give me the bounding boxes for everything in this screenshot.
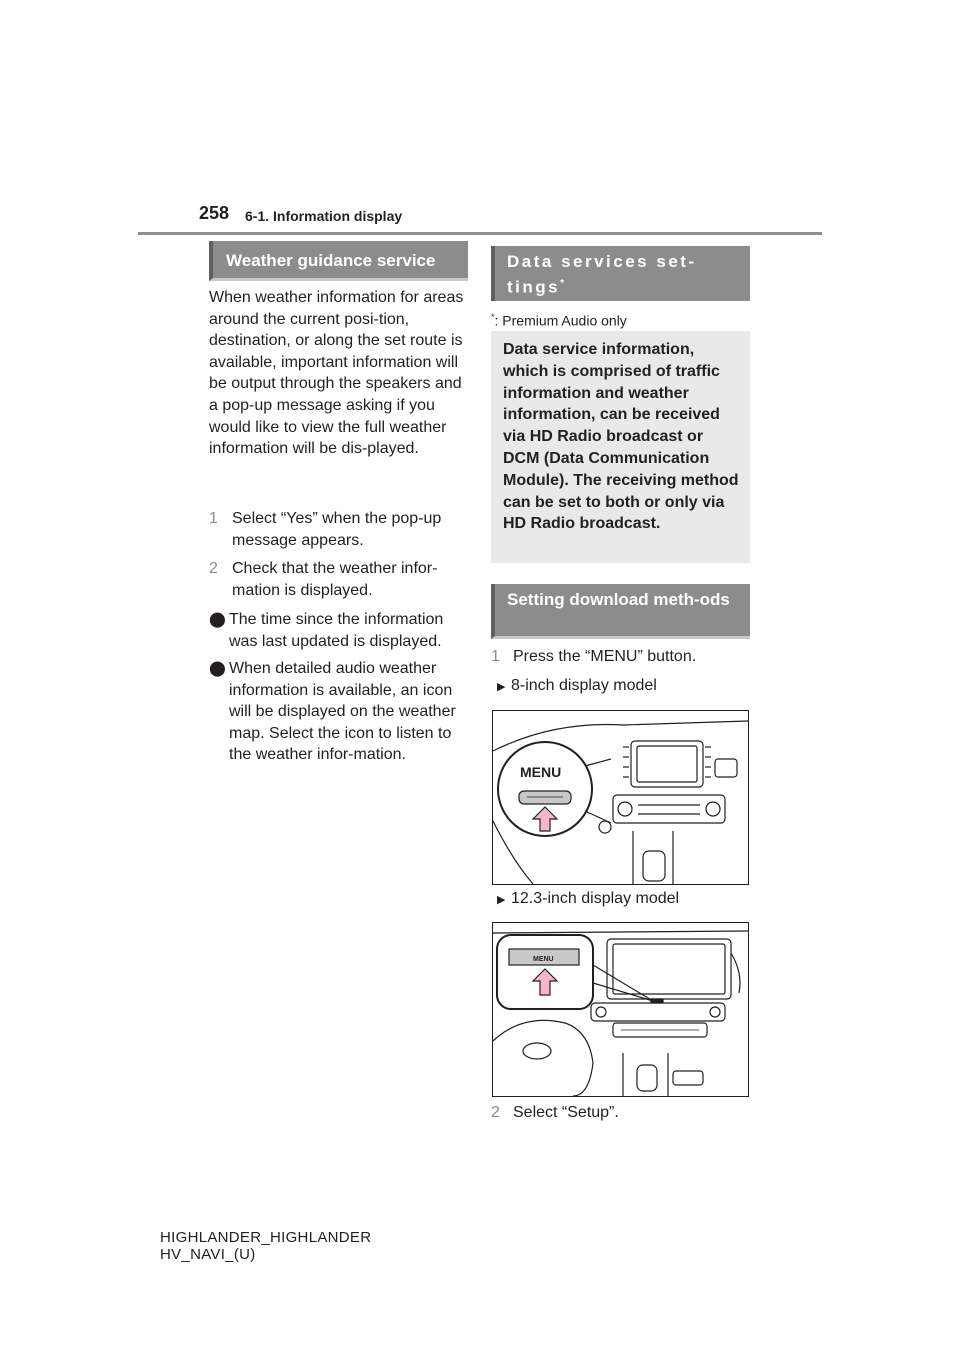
premium-audio-footnote [491,312,627,329]
footer-model-code: HIGHLANDER_HIGHLANDER [160,1229,372,1246]
callout-line [593,965,653,1001]
model-12-inch [497,890,679,908]
triangle-bullet-icon: ▶ [497,894,506,906]
callout-line [593,983,653,1001]
weather-step-2 [209,558,471,601]
control-strip [591,1003,725,1021]
triangle-bullet-icon: ▶ [497,681,506,693]
step-text: Check that the weather infor-mation is displayed. [232,560,438,599]
data-services-heading [491,246,750,301]
bullet-text: When detailed audio weather information is available, an icon will be displayed on the weather map. Select the icon to listen to the weather infor-mation. [229,660,456,764]
weather-bullet-2 [209,658,471,766]
air-vent-right [715,759,737,777]
callout-line [585,811,611,823]
center-display [631,741,703,787]
model-label: 12.3-inch display model [511,890,680,907]
step-text: Press the “MENU” button. [513,648,697,665]
weather-guidance-heading: Weather guidance service [209,241,468,281]
right-knob [706,802,720,816]
climate-panel [613,795,725,823]
step-number: 2 [491,1104,500,1121]
center-display [607,939,731,999]
menu-button-icon [519,791,571,804]
bullet-text: The time since the information was last updated is displayed. [229,611,444,650]
heading-asterisk: * [560,278,565,289]
header-rule [138,232,822,235]
console-outline [633,831,673,884]
vent-right [731,953,740,993]
footnote-text: : Premium Audio only [494,312,627,329]
menu-label: MENU [520,764,562,780]
console-outline [623,1053,668,1096]
model-label: 8-inch display model [511,677,657,694]
step-number: 1 [491,648,500,665]
model-8-inch [497,677,657,695]
weather-step-1 [209,508,471,551]
left-knob [618,802,632,816]
step-number: 2 [209,560,218,577]
download-step-1 [491,648,696,666]
data-services-heading-text: Data services set-tings [507,252,697,297]
weather-bullet-1 [209,609,471,652]
menu-button-figure-8-inch [492,710,749,885]
step-text: Select “Setup”. [513,1104,619,1121]
page-number: 258 [199,203,230,223]
steering-logo [523,1043,551,1059]
bullet-icon: ⬤ [209,611,226,628]
dashboard-outline [493,931,748,933]
display-side-buttons [623,747,711,777]
setting-download-heading: Setting download meth-ods [491,584,750,639]
footnote-mark: * [491,312,495,322]
shift-lever [643,851,665,881]
data-service-info-box: Data service information, which is comprised of traffic information and weather information, can be received via HD Radio broadcast or DCM (Data Communication Module). The receiving method can be set to both or only via HD Radio broadcast. [491,331,750,563]
display-screen [637,746,697,782]
shift-lever [637,1065,657,1091]
download-step-2 [491,1104,619,1122]
step-text: Select “Yes” when the pop-up message appears. [232,510,442,549]
step-number: 1 [209,510,218,527]
menu-label: MENU [533,956,554,963]
callout-line [585,759,611,766]
weather-intro-paragraph: When weather information for areas around the current posi-tion, destination, or along the set route is available, important information will be output through the speakers and a pop-up message asking if you would like to view the full weather information will be dis-played. [209,289,464,458]
menu-button-figure-12-inch [492,922,749,1097]
section-title: 6-1. Information display [245,208,403,224]
footer-model-code-2: HV_NAVI_(U) [160,1246,256,1263]
bullet-icon: ⬤ [209,660,226,677]
